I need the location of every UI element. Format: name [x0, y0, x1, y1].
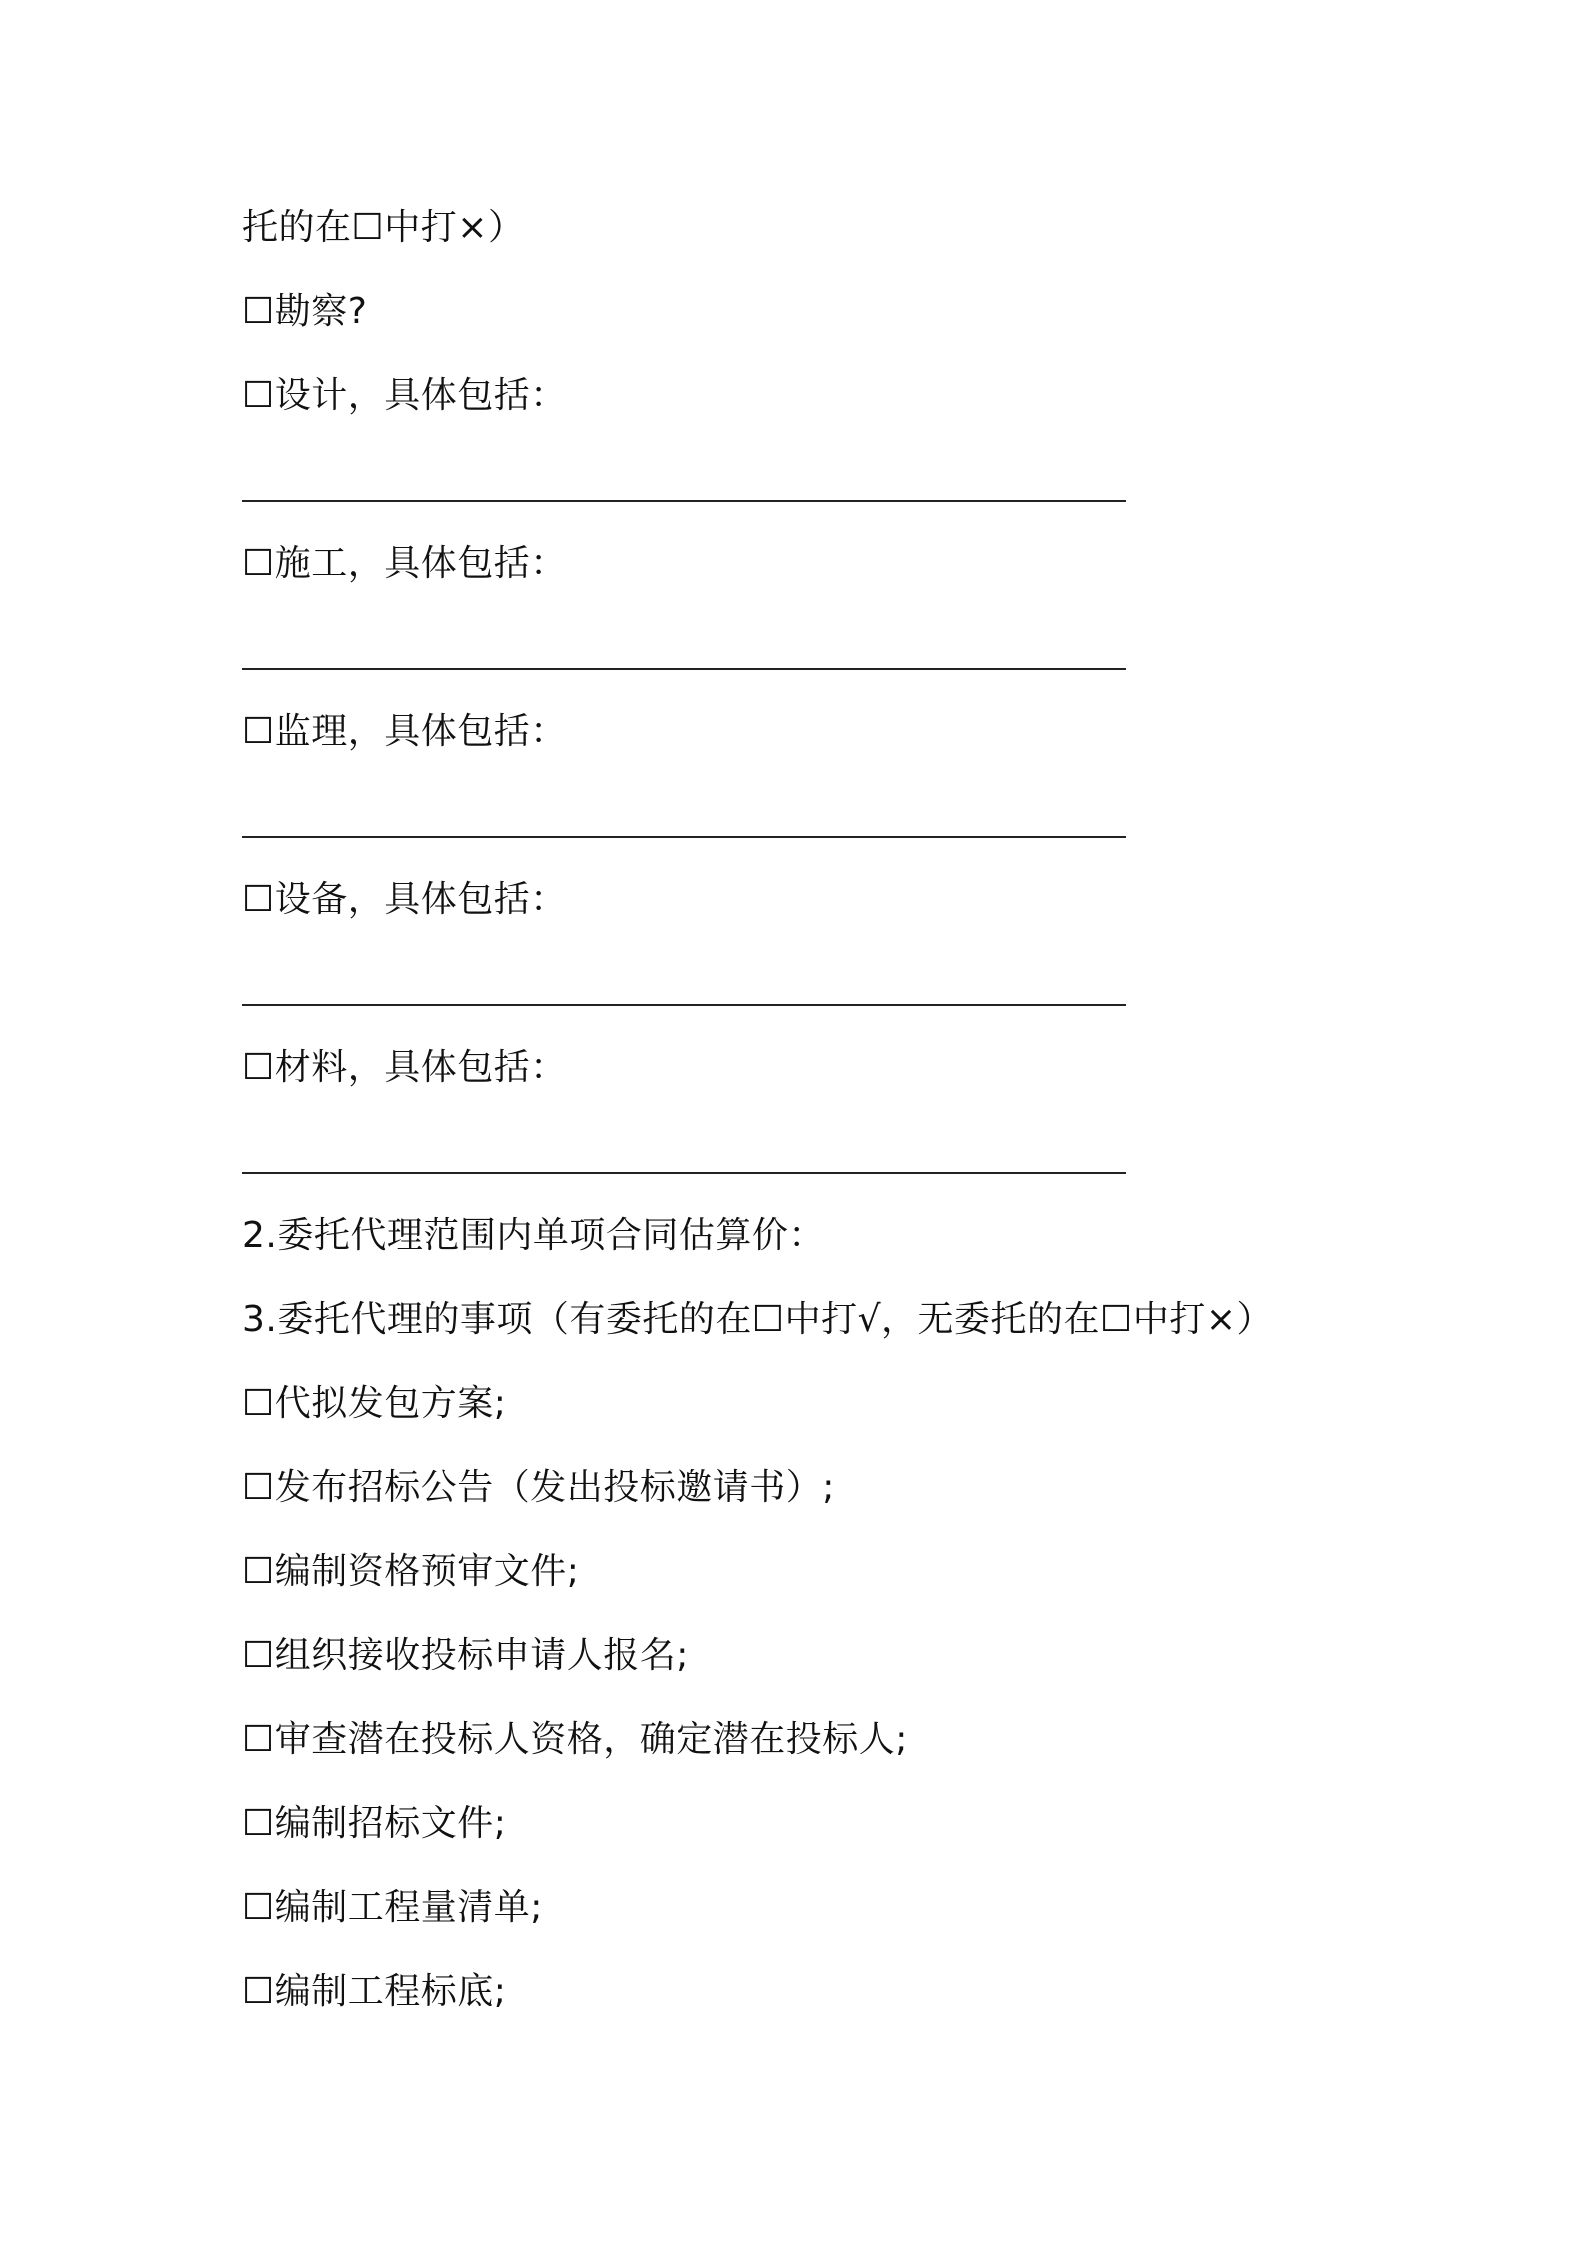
checkbox-item-prequalification-docs: ☐编制资格预审文件; — [242, 1551, 580, 1592]
checkbox-item-engineering-base-price: ☐编制工程标底; — [242, 1971, 507, 2012]
checkbox-item-materials: ☐材料，具体包括： — [242, 1047, 567, 1088]
checkbox-item-survey: ☐勘察? — [242, 291, 368, 332]
checkbox-item-draft-contracting-plan: ☐代拟发包方案; — [242, 1383, 507, 1424]
checkbox-item-bill-of-quantities: ☐编制工程量清单; — [242, 1887, 543, 1928]
checkbox-item-bidder-registration: ☐组织接收投标申请人报名; — [242, 1635, 689, 1676]
fill-in-blank-construction — [242, 668, 1126, 670]
section-heading-agency-matters: 3.委托代理的事项（有委托的在☐中打√，无委托的在☐中打×） — [242, 1299, 1273, 1340]
checkbox-item-tender-documents: ☐编制招标文件; — [242, 1803, 507, 1844]
checkbox-item-supervision: ☐监理，具体包括： — [242, 711, 567, 752]
checkbox-item-design: ☐设计，具体包括： — [242, 375, 567, 416]
fill-in-blank-equipment — [242, 1004, 1126, 1006]
text-line-entrust-mark-note: 托的在☐中打×） — [242, 207, 525, 248]
fill-in-blank-supervision — [242, 836, 1126, 838]
checkbox-item-qualification-review: ☐审查潜在投标人资格，确定潜在投标人; — [242, 1719, 908, 1760]
checkbox-item-equipment: ☐设备，具体包括： — [242, 879, 567, 920]
fill-in-blank-design — [242, 500, 1126, 502]
fill-in-blank-materials — [242, 1172, 1126, 1174]
checkbox-item-publish-tender-notice: ☐发布招标公告（发出投标邀请书）; — [242, 1467, 835, 1508]
section-heading-contract-estimate: 2.委托代理范围内单项合同估算价： — [242, 1215, 825, 1256]
checkbox-item-construction: ☐施工，具体包括： — [242, 543, 567, 584]
